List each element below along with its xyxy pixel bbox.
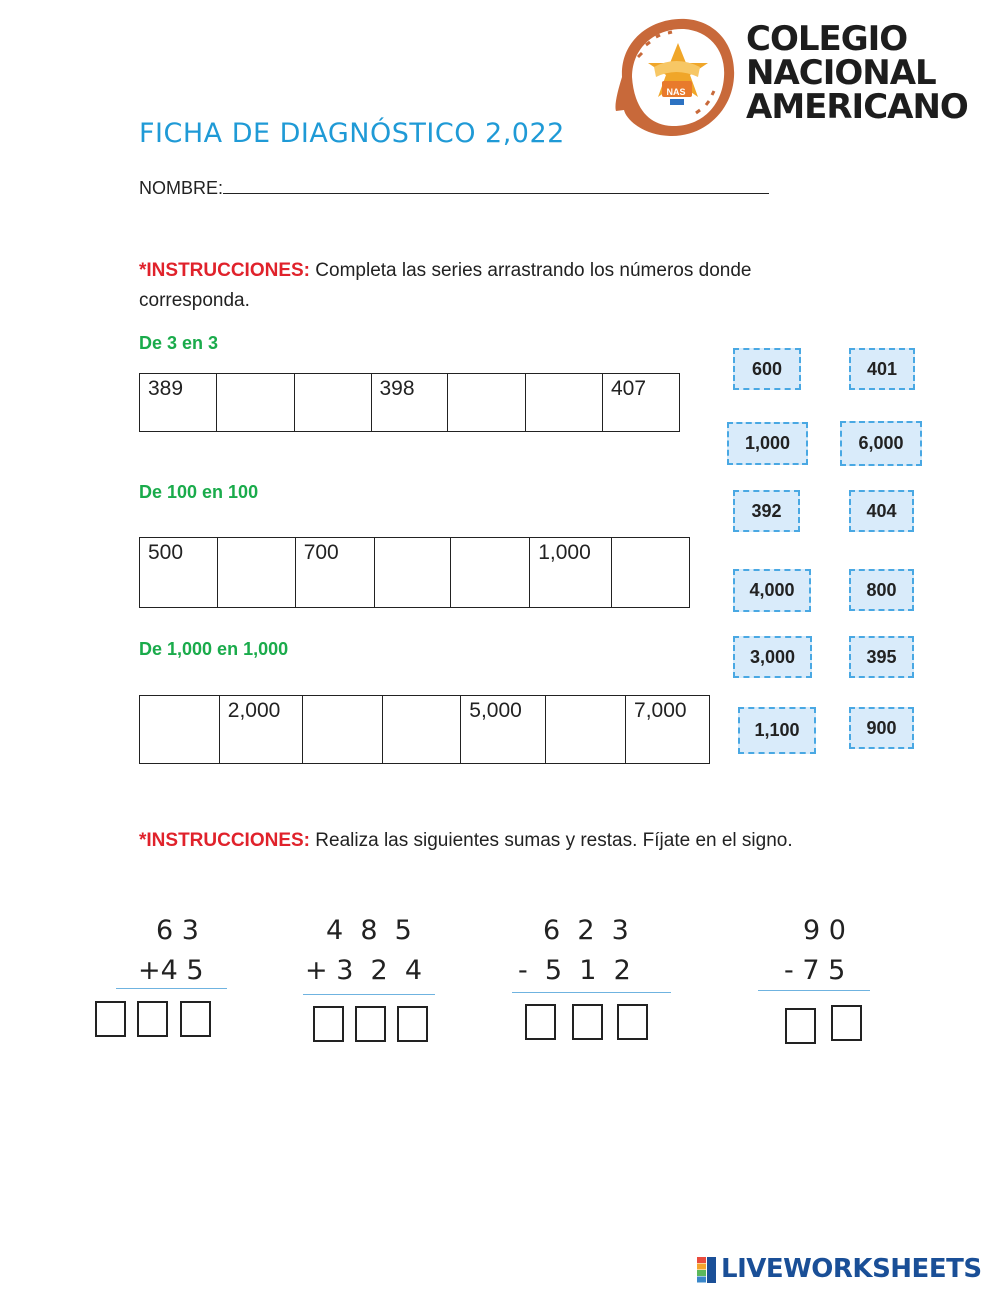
instructions-text: corresponda. [139,290,250,311]
instructions-label: *INSTRUCCIONES: [139,260,311,281]
series-drop-cell[interactable] [448,374,526,432]
series-drop-cell[interactable] [302,696,382,764]
liveworksheets-logo [697,1254,982,1284]
worksheet-title: FICHA DE DIAGNÓSTICO 2,022 [139,118,565,149]
operation-bottom-number: - 5 1 2 [518,955,631,986]
series-label: De 100 en 100 [139,482,259,502]
name-input-line[interactable] [223,176,769,194]
series-drop-cell[interactable] [374,538,451,608]
series-cell: 5,000 [461,696,546,764]
series-table [139,695,710,764]
series-cell: 1,000 [530,538,612,608]
drag-tile[interactable]: 6,000 [840,421,922,466]
series-cell: 407 [603,374,680,432]
operation-top-number: 4 8 5 [326,915,412,946]
operation-line [303,994,435,995]
series-cell: 2,000 [219,696,302,764]
drag-tile[interactable]: 4,000 [733,569,811,612]
answer-box[interactable] [137,1001,168,1037]
drag-tile[interactable]: 395 [849,636,914,678]
series-drop-cell[interactable] [546,696,626,764]
series-drop-cell[interactable] [451,538,530,608]
drag-tile[interactable]: 404 [849,490,914,532]
series-cell: 398 [371,374,448,432]
answer-box[interactable] [355,1006,386,1042]
series-label: De 3 en 3 [139,333,219,353]
series-drop-cell[interactable] [612,538,690,608]
instructions-text: Completa las series arrastrando los números donde [310,260,752,281]
answer-box[interactable] [572,1004,603,1040]
drag-tile[interactable]: 3,000 [733,636,812,678]
name-label: NOMBRE: [139,178,224,198]
instructions-text: Realiza las siguientes sumas y restas. Fíjate en el signo. [310,830,793,851]
series-cell: 700 [295,538,374,608]
operation-bottom-number: +4 5 [138,955,204,986]
answer-box[interactable] [831,1005,862,1041]
drag-tile[interactable]: 401 [849,348,915,390]
operation-top-number: 6 3 [156,915,199,946]
operation-top-number: 6 2 3 [543,915,629,946]
series-drop-cell[interactable] [294,374,371,432]
school-name-line: COLEGIO [746,19,908,59]
series-drop-cell[interactable] [140,696,220,764]
series-cell: 389 [140,374,217,432]
series-drop-cell[interactable] [216,374,294,432]
series-cell: 500 [140,538,218,608]
operation-bottom-number: + 3 2 4 [305,955,423,986]
drag-tile[interactable]: 900 [849,707,914,749]
liveworksheets-icon [697,1257,717,1283]
series-drop-cell[interactable] [217,538,295,608]
answer-box[interactable] [95,1001,126,1037]
series-label: De 1,000 en 1,000 [139,639,289,659]
liveworksheets-text: LIVEWORKSHEETS [721,1254,982,1284]
series-drop-cell[interactable] [382,696,461,764]
operation-bottom-number: - 7 5 [784,955,846,986]
answer-box[interactable] [617,1004,648,1040]
drag-tile[interactable]: 1,000 [727,422,808,465]
series-cell: 7,000 [626,696,710,764]
instructions-label: *INSTRUCCIONES: [139,830,311,851]
school-name-line: AMERICANO [746,87,968,127]
operation-line [116,988,227,989]
series-drop-cell[interactable] [526,374,603,432]
answer-box[interactable] [785,1008,816,1044]
drag-tile[interactable]: 1,100 [738,707,816,754]
school-seal-logo [612,15,740,140]
series-table [139,537,690,608]
series-table [139,373,680,432]
answer-box[interactable] [180,1001,211,1037]
drag-tile[interactable]: 800 [849,569,914,611]
name-row [139,176,769,199]
operation-top-number: 9 0 [803,915,846,946]
drag-tile[interactable]: 600 [733,348,801,390]
operation-line [512,992,671,993]
operation-line [758,990,870,991]
answer-box[interactable] [313,1006,344,1042]
answer-box[interactable] [397,1006,428,1042]
instructions-series [139,256,819,316]
drag-tile[interactable]: 392 [733,490,800,532]
answer-box[interactable] [525,1004,556,1040]
instructions-operations [139,826,899,856]
svg-text:NAS: NAS [666,87,686,97]
school-name-line: NACIONAL [746,53,936,93]
school-name [746,19,968,127]
